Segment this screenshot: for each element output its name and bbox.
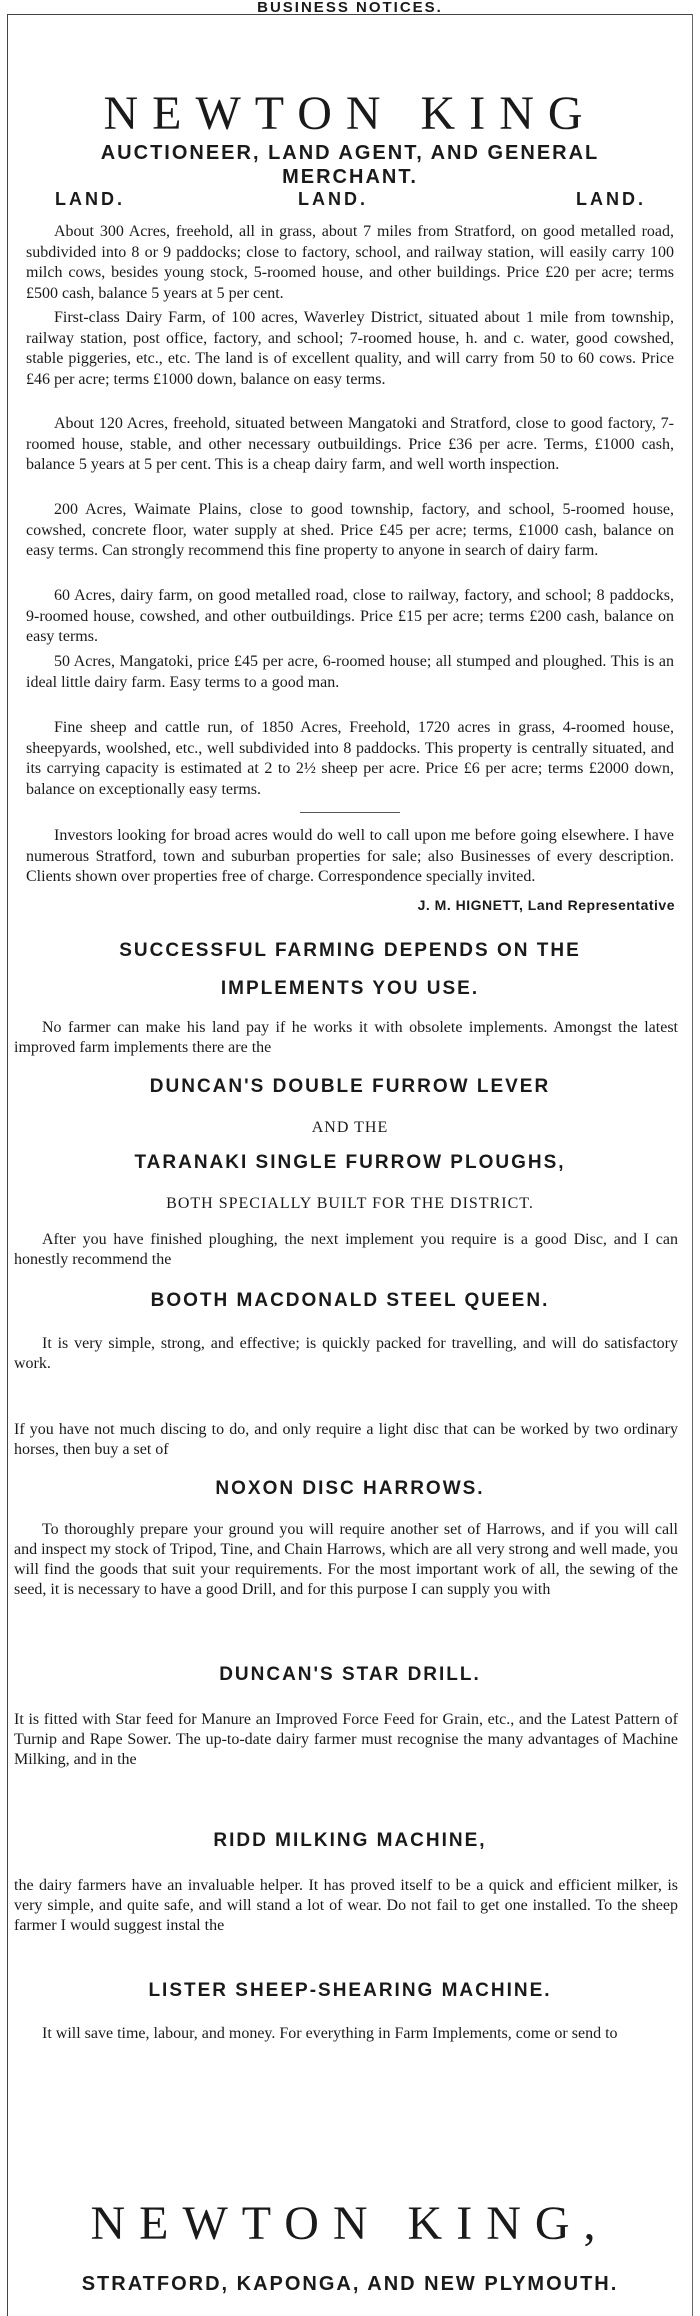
firm-name-heading: NEWTON KING — [103, 87, 597, 140]
product-noxon-harrows: NOXON DISC HARROWS. — [215, 1478, 485, 1499]
land-label-left: LAND. — [55, 189, 125, 209]
listing-1: About 300 Acres, freehold, all in grass, about 7 miles from Stratford, on good metalled road, subdivided into 8 or 9 paddocks; close to factory, school, and railway station, will easily carry 100 milch cows, besides young stock, 5-roomed house, and other buildings. Price £20 per acre; terms £500 cash, balance 5 years at 5 per cent. — [26, 223, 674, 302]
product-lister-shearing: LISTER SHEEP-SHEARING MACHINE. — [148, 1980, 552, 2001]
milking-text: the dairy farmers have an invaluable helper. It has proved itself to be a quick and efficient milker, is very simple, and quite safe, and will stand a lot of wear. Do not fail to get one installed. To the sheep farmer I would suggest instal the — [14, 1877, 678, 1934]
section-divider — [300, 812, 400, 813]
land-label-center: LAND. — [298, 189, 368, 209]
frame-right-rule — [692, 14, 693, 2316]
representative-signature: J. M. HIGNETT, Land Representative — [417, 897, 675, 913]
footer-towns: STRATFORD, KAPONGA, AND NEW PLYMOUTH. — [81, 2273, 619, 2295]
product-star-drill: DUNCAN'S STAR DRILL. — [219, 1664, 481, 1685]
firm-subtitle: AUCTIONEER, LAND AGENT, AND GENERAL MERCHANT. — [100, 142, 600, 188]
implements-headline-1: SUCCESSFUL FARMING DEPENDS ON THE — [119, 940, 581, 961]
product-duncans-lever: DUNCAN'S DOUBLE FURROW LEVER — [149, 1076, 551, 1097]
listing-2: First-class Dairy Farm, of 100 acres, Waverley District, situated about 1 mile from township, railway station, post office, factory, and school; 7-roomed house, h. and c. water, good cowshed, stable piggeries, etc., etc. The land is of excellent quality, and will carry from 50 to 60 cows. Price £46 per acre; terms £1000 down, balance on easy terms. — [26, 309, 674, 388]
listing-4: 200 Acres, Waimate Plains, close to good township, factory, and school, 5-roomed house, cowshed, concrete floor, water supply at shed. Price £45 per acre; terms, £1000 cash, balance on easy terms. Can strongly recommend this fine property to anyone in search of dairy farm. — [26, 501, 674, 559]
both-built-text: BOTH SPECIALLY BUILT FOR THE DISTRICT. — [166, 1195, 534, 1212]
queen-text: It is very simple, strong, and effective; is quickly packed for travelling, and will do satisfactory work. — [14, 1335, 678, 1372]
drill-text: It is fitted with Star feed for Manure an Improved Force Feed for Grain, etc., and the Latest Pattern of Turnip and Rape Sower. The up-to-date dairy farmer must recognise the many advantages of Machine Milking, and in the — [14, 1711, 678, 1768]
product-steel-queen: BOOTH MACDONALD STEEL QUEEN. — [150, 1290, 550, 1311]
listing-5: 60 Acres, dairy farm, on good metalled road, close to railway, factory, and school; 8 paddocks, 9-roomed house, cowshed, and other outbuildings. Price £15 per acre; terms £200 cash, balance on easy terms. — [26, 587, 674, 645]
closing-text: It will save time, labour, and money. For everything in Farm Implements, come or send to — [42, 2025, 618, 2042]
implements-headline-2: IMPLEMENTS YOU USE. — [220, 978, 480, 999]
footer-firm-name: NEWTON KING, — [90, 2197, 610, 2250]
light-disc-text: If you have not much discing to do, and only require a light disc that can be worked by two ordinary horses, then buy a set of — [14, 1421, 678, 1458]
listing-6: 50 Acres, Mangatoki, price £45 per acre, 6-roomed house; all stumped and ploughed. This is an ideal little dairy farm. Easy terms to a good man. — [26, 653, 674, 691]
investors-note: Investors looking for broad acres would do well to call upon me before going elsewhere. I have numerous Stratford, town and suburban properties for sale; also Businesses of every description. Clients shown over properties free of charge. Correspondence specially invited. — [26, 827, 674, 885]
and-the-text: AND THE — [311, 1119, 389, 1136]
frame-left-rule — [7, 14, 8, 2316]
disc-text: After you have finished ploughing, the next implement you require is a good Disc, and I can honestly recommend the — [14, 1231, 678, 1268]
listing-3: About 120 Acres, freehold, situated between Mangatoki and Stratford, close to good factory, 7-roomed house, stable, and other necessary outbuildings. Price £36 per acre. Terms, £1000 cash, balance 5 years at 5 per cent. This is a cheap dairy farm, and well worth inspection. — [26, 415, 674, 473]
implements-intro: No farmer can make his land pay if he works it with obsolete implements. Amongst the latest improved farm implements there are the — [14, 1019, 678, 1056]
listing-7: Fine sheep and cattle run, of 1850 Acres, Freehold, 1720 acres in grass, 4-roomed house, sheepyards, woolshed, etc., well subdivided into 8 paddocks. This property is centrally situated, and its carrying capacity is estimated at 2 to 2½ sheep per acre. Price £6 per acre; terms £2000 down, balance on exceptionally easy terms. — [26, 719, 674, 798]
harrows-text: To thoroughly prepare your ground you will require another set of Harrows, and if you will call and inspect my stock of Tripod, Tine, and Chain Harrows, which are all very strong and well made, you will find the goods that suit your requirements. For the most important work of all, the sewing of the seed, it is necessary to have a good Drill, and for this purpose I can supply you with — [14, 1521, 678, 1598]
product-taranaki-ploughs: TARANAKI SINGLE FURROW PLOUGHS, — [134, 1152, 566, 1173]
page-header: BUSINESS NOTICES. — [257, 0, 443, 16]
product-ridd-milking: RIDD MILKING MACHINE, — [213, 1830, 487, 1851]
land-label-right: LAND. — [576, 189, 646, 209]
